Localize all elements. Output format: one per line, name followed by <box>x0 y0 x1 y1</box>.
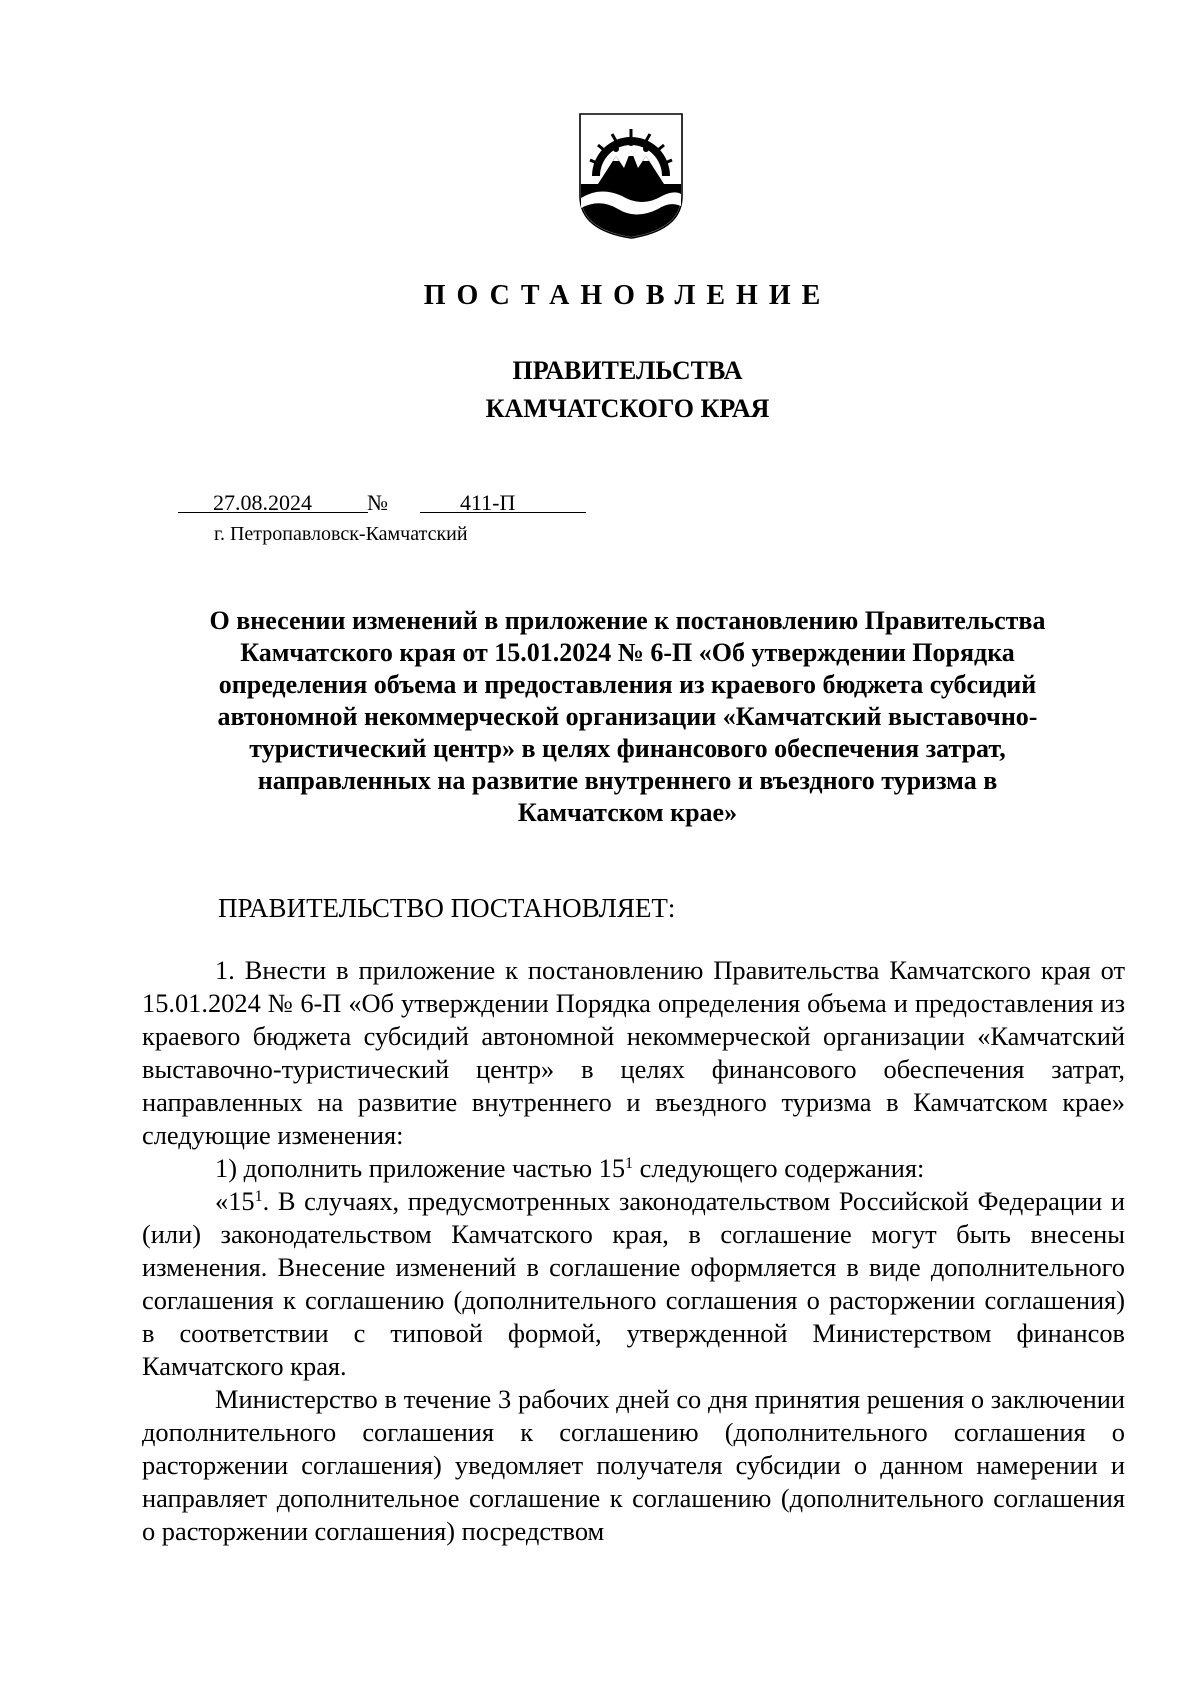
paragraph-text: «15 <box>215 1186 255 1216</box>
document-body <box>142 954 1125 1548</box>
document-city: г. Петропавловск-Камчатский <box>214 523 468 545</box>
title-line: О внесении изменений в приложение к постановлению Правительства <box>209 606 1046 635</box>
title-line: Камчатского края от 15.01.2024 № 6-П «Об утверждении Порядка <box>240 638 1015 667</box>
authority-line: КАМЧАТСКОГО КРАЯ <box>485 394 770 423</box>
title-line: автономной некоммерческой организации «Камчатский выставочно- <box>217 702 1038 731</box>
paragraph-text: . В случаях, предусмотренных законодательством Российской Федерации и (или) законодательством Камчатского края, в соглашение могут быть внесены изменения. Внесение изменений в соглашение оформляется в виде дополнительного соглашения к соглашению (дополнительного соглашения о расторжении соглашения) в соответствии с типовой формой, утвержденной Министерством финансов Камчатского края. <box>142 1186 1125 1381</box>
paragraph-ministry: Министерство в течение 3 рабочих дней со дня принятия решения о заключении дополнительного соглашения к соглашению (дополнительного соглашения о расторжении соглашения) уведомляет получателя субсидии о данном намерении и направляет дополнительное соглашение к соглашению (дополнительного соглашения о расторжении соглашения) посредством <box>142 1384 1125 1546</box>
document-title <box>130 605 1125 829</box>
paragraph-part-15-1 <box>142 1185 1125 1383</box>
superscript: 1 <box>625 1155 634 1173</box>
paragraph-item-1: 1. Внести в приложение к постановлению Правительства Камчатского края от 15.01.2024 № 6-П «Об утверждении Порядка определения объема и предоставления из краевого бюджета субсидий автономной некоммерческой организации «Камчатский выставочно-туристический центр» в целях финансового обеспечения затрат, направленных на развитие внутреннего и въездного туризма в Камчатском крае» следующие изменения: <box>142 955 1125 1150</box>
number-sign: № <box>367 490 388 515</box>
superscript: 1 <box>254 1188 263 1206</box>
issuing-authority <box>0 352 1200 428</box>
title-line: направленных на развитие внутреннего и въездного туризма в <box>257 766 998 795</box>
registration-line <box>178 490 586 516</box>
paragraph-subitem-1 <box>142 1152 1125 1185</box>
paragraph-text: 1) дополнить приложение частью 15 <box>215 1153 626 1183</box>
title-line: туристический центр» в целях финансового обеспечения затрат, <box>249 734 1006 763</box>
title-line: Камчатском крае» <box>517 798 738 827</box>
document-date: 27.08.2024 <box>213 490 312 515</box>
paragraph-text: следующего содержания: <box>633 1153 925 1183</box>
resolution-heading: ПРАВИТЕЛЬСТВО ПОСТАНОВЛЯЕТ: <box>218 893 676 923</box>
coat-of-arms-icon <box>578 112 684 240</box>
authority-line: ПРАВИТЕЛЬСТВА <box>512 356 743 385</box>
title-line: определения объема и предоставления из краевого бюджета субсидий <box>218 670 1037 699</box>
document-type: ПОСТАНОВЛЕНИЕ <box>423 280 832 311</box>
document-number: 411-П <box>460 490 516 515</box>
